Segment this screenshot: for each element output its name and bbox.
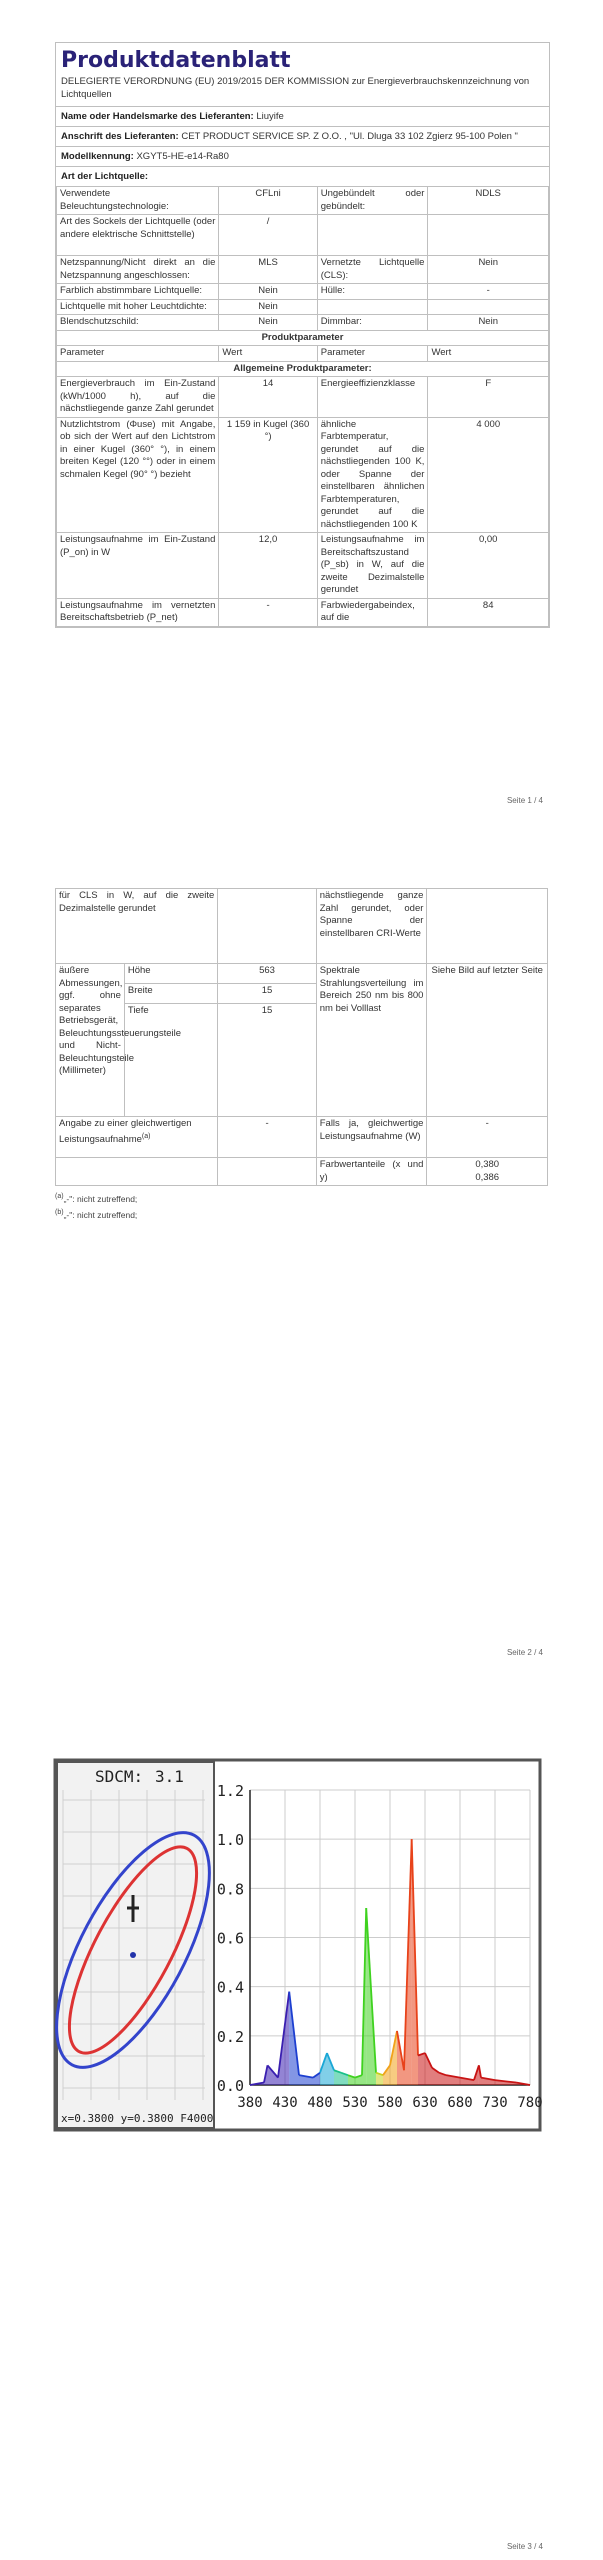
spectrum-chart bbox=[216, 1762, 543, 2128]
column-header: Parameter bbox=[57, 346, 219, 362]
supplier-address-value: CET PRODUCT SERVICE SP. Z O.O. , "Ul. Dluga 33 102 Zgierz 95-100 Polen " bbox=[181, 131, 518, 142]
product-params-continued-table bbox=[55, 888, 548, 1186]
table-row bbox=[57, 417, 549, 533]
mains-label: Netzspannung/Nicht direkt an die Netzspannung angeschlossen: bbox=[57, 256, 219, 284]
table-row bbox=[57, 187, 549, 215]
x-tick-label: 530 bbox=[342, 2095, 368, 2111]
spectrum-area-segment bbox=[418, 2053, 425, 2085]
chromaticity-y-value: 0,386 bbox=[475, 1171, 500, 1183]
width-value: 15 bbox=[218, 984, 316, 1004]
table-row bbox=[57, 377, 549, 418]
equivalent-watt-value: - bbox=[427, 1117, 548, 1158]
supplier-address-label: Anschrift des Lieferanten: bbox=[61, 131, 179, 142]
empty-cell bbox=[317, 215, 428, 256]
supplier-name-label: Name oder Handelsmarke des Lieferanten: bbox=[61, 111, 254, 122]
light-source-type-table bbox=[56, 186, 549, 627]
standby-power-label: Leistungsaufnahme im Bereitschaftszustand (P_sb) in W, auf die zweite Dezimalstelle gerundet bbox=[317, 533, 428, 599]
datasheet-page-1 bbox=[55, 42, 550, 628]
spectrum-figure-svg bbox=[55, 1760, 543, 2130]
datasheet-page-2 bbox=[55, 888, 548, 1222]
supplier-name-value: Liuyife bbox=[256, 111, 284, 122]
table-header-row bbox=[57, 346, 549, 362]
column-header: Parameter bbox=[317, 346, 428, 362]
footnote bbox=[55, 1190, 548, 1206]
on-mode-power-label: Leistungsaufnahme im Ein-Zustand (P_on) in W bbox=[57, 533, 219, 599]
technology-label: Verwendete Beleuchtungstechnologie: bbox=[57, 187, 219, 215]
height-value: 563 bbox=[218, 964, 316, 984]
dimensions-label: äußere Abmessungen, ggf. ohne separates Betriebsgerät, Beleuchtungssteuerungsteile und Nicht-Beleuchtungsteile (Millimeter) bbox=[56, 964, 125, 1117]
column-header: Wert bbox=[428, 346, 549, 362]
measured-point bbox=[130, 1952, 136, 1958]
spectral-distribution-label: Spektrale Strahlungsverteilung im Bereich 250 nm bis 800 nm bei Volllast bbox=[316, 964, 427, 1117]
supplier-address-row bbox=[56, 127, 549, 147]
colour-tunable-value: Nein bbox=[219, 284, 317, 300]
y-tick-label: 0.4 bbox=[216, 1978, 244, 1997]
depth-label: Tiefe bbox=[124, 1004, 217, 1117]
colour-temperature-value: 4 000 bbox=[428, 417, 549, 533]
empty-cell bbox=[428, 299, 549, 315]
model-label: Modellkennung: bbox=[61, 151, 134, 162]
page-3 bbox=[0, 1760, 603, 2560]
table-row bbox=[56, 1117, 548, 1158]
anti-glare-value: Nein bbox=[219, 315, 317, 331]
model-row bbox=[56, 147, 549, 167]
empty-cell bbox=[317, 299, 428, 315]
page-number: Seite 3 / 4 bbox=[506, 2542, 543, 2551]
networked-standby-label: Leistungsaufnahme im vernetzten Bereitschaftsbetrieb (P_net) bbox=[57, 598, 219, 626]
x-tick-label: 730 bbox=[482, 2095, 508, 2111]
high-luminance-value: Nein bbox=[219, 299, 317, 315]
x-tick-label: 630 bbox=[412, 2095, 438, 2111]
high-luminance-label: Lichtquelle mit hoher Leuchtdichte: bbox=[57, 299, 219, 315]
cap-type-value: / bbox=[219, 215, 317, 256]
directional-value: NDLS bbox=[428, 187, 549, 215]
section-row bbox=[57, 361, 549, 377]
x-tick-label: 480 bbox=[307, 2095, 333, 2111]
x-tick-label: 780 bbox=[517, 2095, 543, 2111]
depth-value: 15 bbox=[218, 1004, 316, 1117]
x-tick-label: 380 bbox=[237, 2095, 263, 2111]
connected-label: Vernetzte Lichtquelle (CLS): bbox=[317, 256, 428, 284]
empty-cell bbox=[428, 215, 549, 256]
x-tick-label: 680 bbox=[447, 2095, 473, 2111]
chromaticity-label: Farbwertanteile (x und y) bbox=[316, 1158, 427, 1186]
equivalent-power-label bbox=[56, 1117, 218, 1158]
y-tick-label: 0.2 bbox=[216, 2027, 244, 2046]
page-title: Produktdatenblatt bbox=[61, 48, 291, 73]
empty-cell bbox=[218, 1158, 316, 1186]
y-tick-label: 0.0 bbox=[216, 2077, 244, 2095]
envelope-label: Hülle: bbox=[317, 284, 428, 300]
spectrum-x-ticks bbox=[237, 2095, 542, 2111]
y-tick-label: 1.0 bbox=[216, 1831, 244, 1850]
equivalent-watt-label: Falls ja, gleichwertige Leistungsaufnahme (W) bbox=[316, 1117, 427, 1158]
sdcm-label: SDCM: bbox=[95, 1767, 144, 1786]
colour-temperature-label: ähnliche Farbtemperatur, gerundet auf die nächstliegenden 100 K, oder Spanne der einstellbaren ähnlichen Farbtemperaturen, gerundet auf die nächstliegenden 100 K bbox=[317, 417, 428, 533]
table-row bbox=[57, 284, 549, 300]
chromaticity-panel bbox=[26, 1762, 240, 2128]
footnote-marker: (a) bbox=[141, 1132, 151, 1140]
equivalent-power-text: Angabe zu einer gleichwertigen Leistungsaufnahme bbox=[59, 1118, 192, 1145]
y-tick-label: 0.6 bbox=[216, 1929, 244, 1948]
page-number: Seite 2 / 4 bbox=[506, 1648, 543, 1657]
connected-value: Nein bbox=[428, 256, 549, 284]
energy-consumption-value: 14 bbox=[219, 377, 317, 418]
sdcm-value: 3.1 bbox=[155, 1767, 184, 1786]
footnote bbox=[55, 1206, 548, 1222]
equivalent-power-value: - bbox=[218, 1117, 316, 1158]
regulation-subtitle: DELEGIERTE VERORDNUNG (EU) 2019/2015 DER KOMMISSION zur Energieverbrauchskennzeichnung von Lichtquellen bbox=[61, 76, 530, 100]
colour-tunable-label: Farblich abstimmbare Lichtquelle: bbox=[57, 284, 219, 300]
table-row bbox=[57, 256, 549, 284]
chromaticity-panel-frame bbox=[57, 1762, 214, 2128]
page-1 bbox=[0, 0, 603, 808]
table-row bbox=[56, 964, 548, 984]
footnote-text: „-": nicht zutreffend; bbox=[63, 1193, 138, 1204]
technology-value: CFLni bbox=[219, 187, 317, 215]
networked-standby-value: - bbox=[219, 598, 317, 626]
table-row bbox=[56, 1158, 548, 1186]
table-row bbox=[56, 889, 548, 964]
page-number: Seite 1 / 4 bbox=[506, 796, 543, 805]
product-params-heading: Produktparameter bbox=[57, 330, 549, 346]
section-row bbox=[57, 330, 549, 346]
cri-value: 84 bbox=[428, 598, 549, 626]
envelope-value: - bbox=[428, 284, 549, 300]
footnote-marker: (a) bbox=[55, 1193, 64, 1200]
light-source-type-heading-row bbox=[56, 167, 549, 186]
energy-class-value: F bbox=[428, 377, 549, 418]
luminous-flux-label: Nutzlichtstrom (Φuse) mit Angabe, ob sich der Wert auf den Lichtstrom in einer Kugel (360° °), in einem breiten Kegel (120 °°) oder in einem schmalen Kegel (90° °) bezieht bbox=[57, 417, 219, 533]
chromaticity-value bbox=[427, 1158, 548, 1186]
standby-power-value: 0,00 bbox=[428, 533, 549, 599]
empty-cell bbox=[56, 1158, 218, 1186]
energy-consumption-label: Energieverbrauch im Ein-Zustand (kWh/1000 h), auf die nächstliegende ganze Zahl gerundet bbox=[57, 377, 219, 418]
on-mode-power-value: 12,0 bbox=[219, 533, 317, 599]
general-params-heading: Allgemeine Produktparameter: bbox=[57, 361, 549, 377]
anti-glare-label: Blendschutzschild: bbox=[57, 315, 219, 331]
networked-standby-label-continued: für CLS in W, auf die zweite Dezimalstelle gerundet bbox=[56, 889, 218, 964]
cri-label-continued: nächstliegende ganze Zahl gerundet, oder Spanne der einstellbaren CRI-Werte bbox=[316, 889, 427, 964]
supplier-name-row bbox=[56, 107, 549, 127]
x-tick-label: 580 bbox=[377, 2095, 403, 2111]
spectral-distribution-value: Siehe Bild auf letzter Seite bbox=[427, 964, 548, 1117]
table-row bbox=[57, 533, 549, 599]
luminous-flux-value: 1 159 in Kugel (360 °) bbox=[219, 417, 317, 533]
directional-label: Ungebündelt oder gebündelt: bbox=[317, 187, 428, 215]
light-source-type-heading: Art der Lichtquelle: bbox=[61, 171, 149, 182]
model-value: XGYT5-HE-e14-Ra80 bbox=[136, 151, 229, 162]
dimmable-label: Dimmbar: bbox=[317, 315, 428, 331]
table-row bbox=[57, 299, 549, 315]
title-block bbox=[56, 43, 549, 107]
cap-type-label: Art des Sockels der Lichtquelle (oder andere elektrische Schnittstelle) bbox=[57, 215, 219, 256]
spectrum-figure bbox=[55, 1760, 543, 2130]
height-label: Höhe bbox=[124, 964, 217, 984]
y-tick-label: 0.8 bbox=[216, 1880, 244, 1899]
width-label: Breite bbox=[124, 984, 217, 1004]
footnotes bbox=[55, 1190, 548, 1222]
table-row bbox=[57, 315, 549, 331]
footnote-text: „-": nicht zutreffend; bbox=[63, 1209, 138, 1220]
page-2 bbox=[0, 880, 603, 1670]
mains-value: MLS bbox=[219, 256, 317, 284]
dimmable-value: Nein bbox=[428, 315, 549, 331]
empty-cell bbox=[218, 889, 316, 964]
table-row bbox=[57, 598, 549, 626]
cri-label: Farbwiedergabeindex, auf die bbox=[317, 598, 428, 626]
table-row bbox=[57, 215, 549, 256]
column-header: Wert bbox=[219, 346, 317, 362]
chromaticity-x-value: 0,380 bbox=[475, 1159, 500, 1170]
footnote-marker: (b) bbox=[55, 1208, 64, 1216]
y-tick-label: 1.2 bbox=[216, 1782, 244, 1800]
x-tick-label: 430 bbox=[272, 2095, 298, 2111]
empty-cell bbox=[427, 889, 548, 964]
energy-class-label: Energieeffizienzklasse bbox=[317, 377, 428, 418]
chromaticity-coords-label: x=0.3800 y=0.3800 F4000 bbox=[61, 2112, 214, 2125]
